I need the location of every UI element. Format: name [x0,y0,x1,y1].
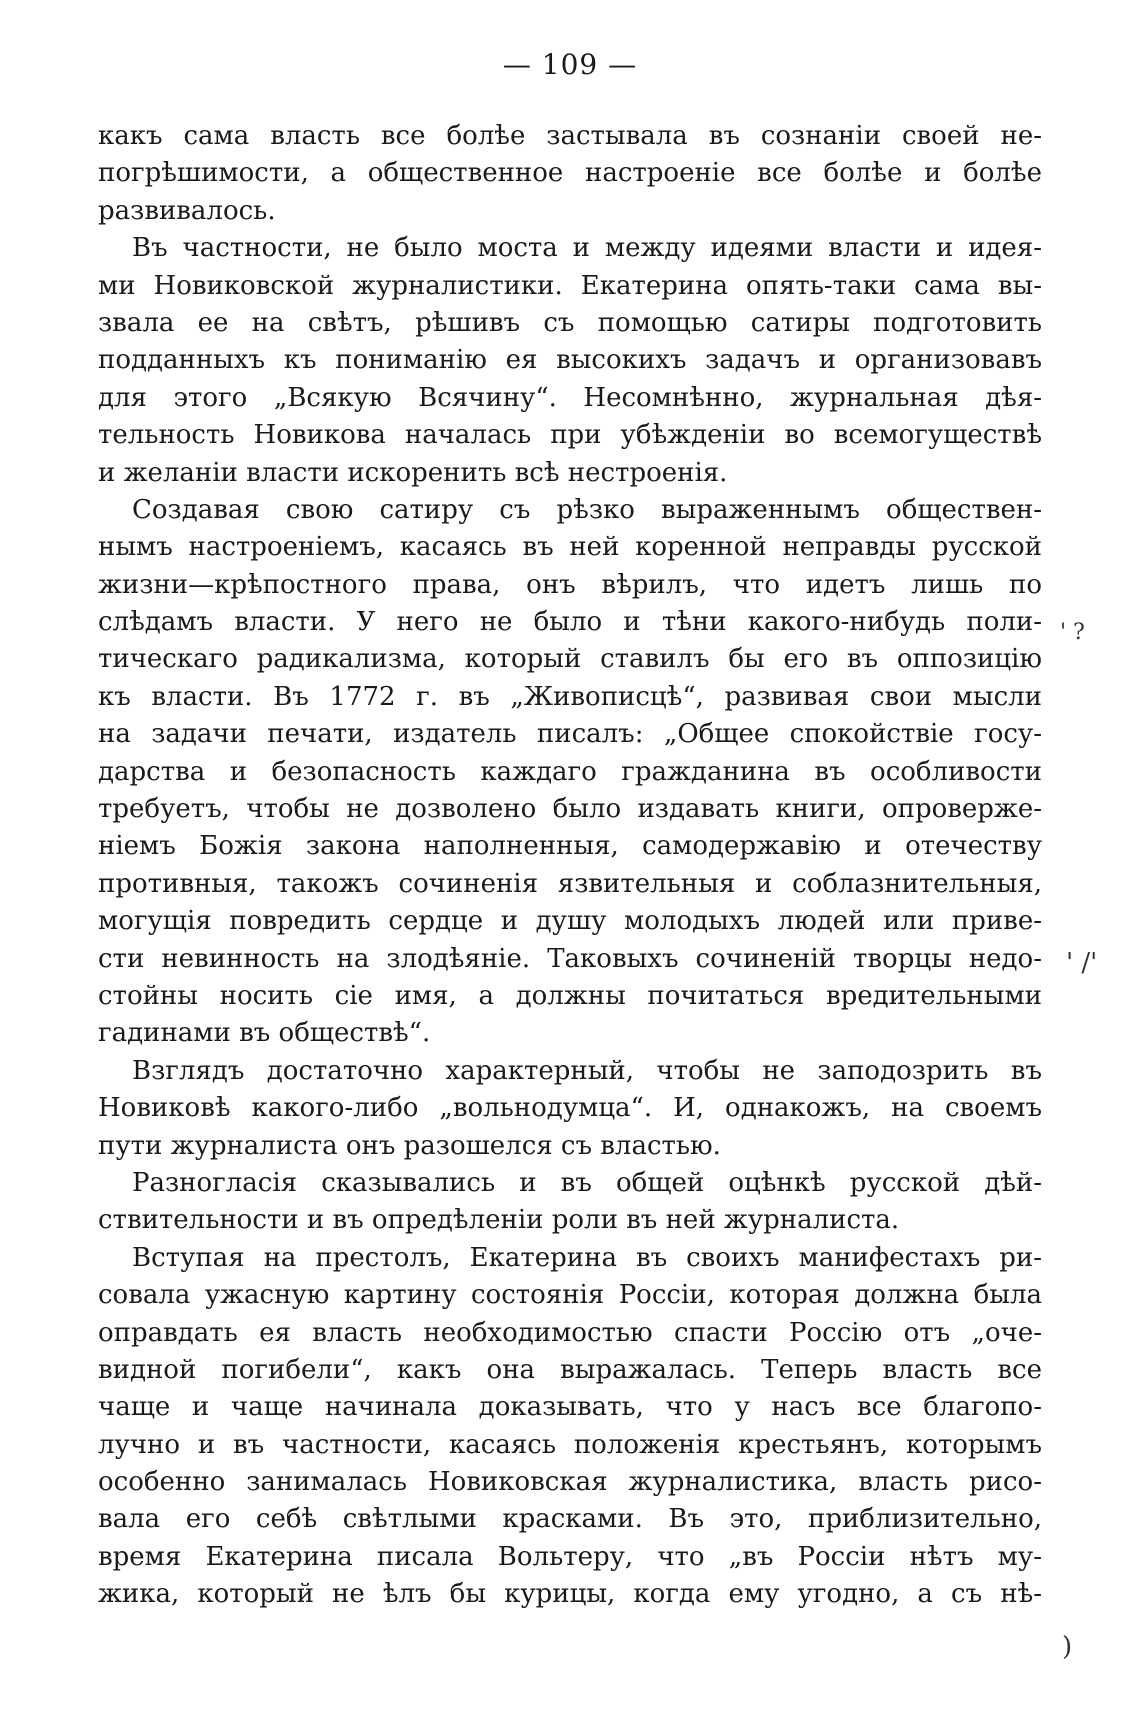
text-line: стойны носить сіе имя, а должны почитаться вредительными [98,980,1042,1011]
margin-annotation: ) [1062,1632,1073,1662]
text-line: къ власти. Въ 1772 г. въ „Живописцѣ“, развивая свои мысли [98,681,1042,712]
text-line: время Екатерина писала Вольтеру, что „въ Россіи нѣтъ му- [98,1541,1042,1572]
text-line: погрѣшимости, а общественное настроеніе все болѣе и болѣе [98,158,1042,189]
text-line: могущія повредить сердце и душу молодыхъ людей или приве- [98,906,1042,937]
page-number: — 109 — [502,48,638,81]
text-line: дарства и безопасность каждаго гражданина въ особливости [98,756,1042,787]
text-line: пути журналиста онъ разошелся съ властью. [98,1130,721,1161]
text-line: ми Новиковской журналистики. Екатерина опять-таки сама вы- [98,270,1042,301]
text-line: звала ее на свѣтъ, рѣшивъ съ помощью сатиры подготовить [98,307,1042,338]
text-line: жизни—крѣпостного права, онъ вѣрилъ, что идетъ лишь по [98,569,1042,600]
text-line: какъ сама власть все болѣе застывала въ сознаніи своей не- [98,121,1042,151]
text-line: особенно занималась Новиковская журналистика, власть рисо- [98,1467,1042,1498]
text-line: Новиковѣ какого-либо „вольнодумца“. И, однакожъ, на своемъ [98,1093,1042,1124]
text-line: ніемъ Божія закона наполненныя, самодержавію и отечеству [98,831,1042,862]
body-text [98,118,1042,1614]
text-line: оправдать ея власть необходимостью спасти Россію отъ „оче- [98,1317,1042,1348]
text-line: совала ужасную картину состоянія Россіи, которая должна была [98,1280,1042,1311]
text-line: сти невинность на злодѣяніе. Таковыхъ сочиненій творцы недо- [98,943,1042,974]
text-line: Въ частности, не было моста и между идеями власти и идея- [132,233,1042,264]
text-line: подданныхъ къ пониманію ея высокихъ задачъ и организовавъ [98,345,1042,376]
text-line: для этого „Всякую Всячину“. Несомнѣнно, журнальная дѣя- [98,382,1042,413]
text-line: на задачи печати, издатель писалъ: „Общее спокойствіе госу- [98,719,1042,750]
text-line: нымъ настроеніемъ, касаясь въ ней коренной неправды русской [98,532,1042,563]
text-line: Взглядъ достаточно характерный, чтобы не заподозрить въ [132,1055,1042,1086]
margin-annotation: ' ? [1060,620,1085,645]
text-line: Вступая на престолъ, Екатерина въ своихъ манифестахъ ри- [132,1242,1042,1273]
text-line: противныя, такожъ сочиненія язвительныя и соблазнительныя, [98,868,1042,899]
text-line: и желаніи власти искоренить всѣ нестроенія. [98,457,728,488]
text-line: тельность Новикова началась при убѣжденіи во всемогуществѣ [98,420,1042,451]
text-line: жика, который не ѣлъ бы курицы, когда ему угодно, а съ нѣ- [98,1579,1042,1610]
text-line: лучно и въ частности, касаясь положенія крестьянъ, которымъ [98,1429,1042,1460]
text-line: чаще и чаще начинала доказывать, что у насъ все благопо- [98,1392,1042,1423]
text-line: видной погибели“, какъ она выражалась. Теперь власть все [98,1354,1042,1385]
text-line: тическаго радикализма, который ставилъ бы его въ оппозицію [98,644,1042,675]
text-line: требуетъ, чтобы не дозволено было издавать книги, опроверже- [98,794,1042,825]
text-line: Разногласія сказывались и въ общей оцѣнкѣ русской дѣй- [132,1167,1042,1198]
text-line: Создавая свою сатиру съ рѣзко выраженнымъ обществен- [132,494,1042,525]
text-line: слѣдамъ власти. У него не было и тѣни какого-нибудь поли- [98,607,1042,638]
text-line: гадинами въ обществѣ“. [98,1018,431,1049]
text-line: вала его себѣ свѣтлыми красками. Въ это, приблизительно, [98,1504,1042,1535]
text-line: развивалось. [98,195,276,226]
text-line: ствительности и въ опредѣленіи роли въ ней журналиста. [98,1205,900,1236]
margin-annotation: ' /' [1066,948,1098,978]
